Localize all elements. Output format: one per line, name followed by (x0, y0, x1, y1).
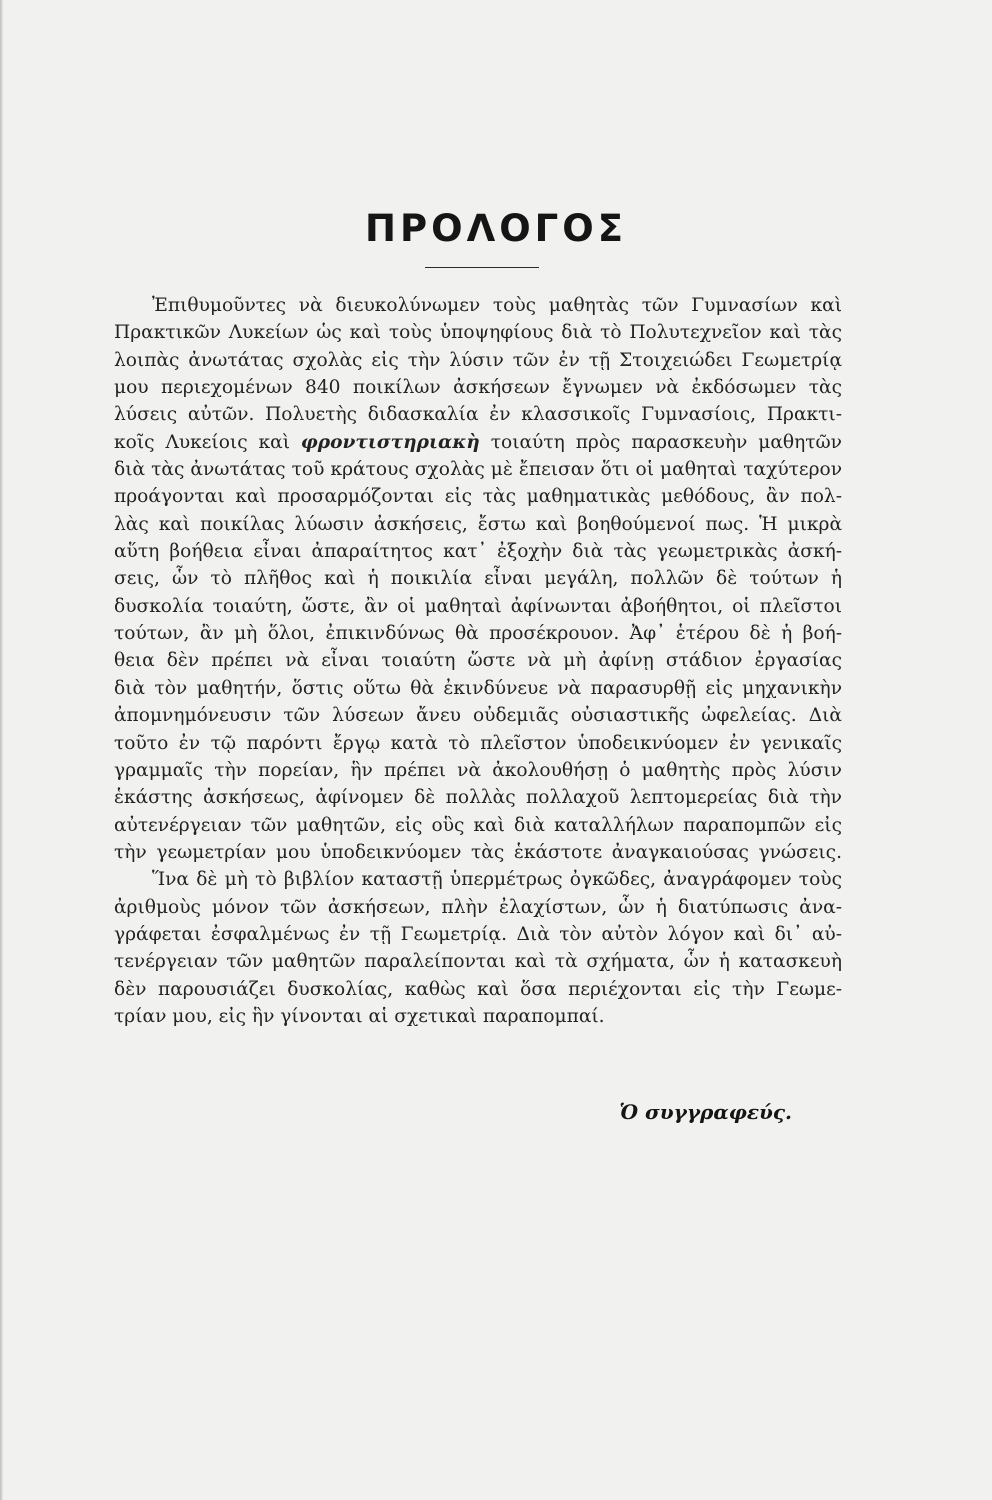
text-line: σεις, ὧν τὸ πλῆθος καὶ ἡ ποικιλία εἶναι μεγάλη, πολλῶν δὲ τούτων ἡ (114, 568, 842, 590)
text-line: δυσκολία τοιαύτη, ὥστε, ἂν οἱ μαθηταὶ ἀφίνωνται ἀβοήθητοι, οἱ πλεῖστοι (114, 595, 842, 617)
text-line-mixed (114, 429, 842, 456)
text-line: Ἵνα δὲ μὴ τὸ βιβλίον καταστῇ ὑπερμέτρως ὀγκῶδες, ἀναγράφομεν τοὺς (152, 869, 842, 891)
preface-body (114, 292, 842, 1030)
text-line: δὲν παρουσιάζει δυσκολίας, καθὼς καὶ ὅσα περιέχονται εἰς τὴν Γεωμε- (114, 978, 842, 1000)
text-line: ἑκάστης ἀσκήσεως, ἀφίνομεν δὲ πολλὰς πολλαχοῦ λεπτομερείας διὰ τὴν (114, 787, 842, 809)
text-line: ἀπομνημόνευσιν τῶν λύσεων ἄνευ οὐδεμιᾶς οὐσιαστικῆς ὠφελείας. Διὰ (114, 705, 842, 727)
text-line: λύσεις αὐτῶν. Πολυετὴς διδασκαλία ἐν κλασσικοῖς Γυμνασίοις, Πρακτι- (114, 404, 842, 426)
page-title: ΠΡΟΛΟΓΟΣ (365, 207, 627, 250)
emphasized-word: φροντιστηριακὴ (300, 431, 480, 453)
text-line: λὰς καὶ ποικίλας λύωσιν ἀσκήσεις, ἔστω καὶ βοηθούμενοί πως. Ἡ μικρὰ (114, 513, 842, 535)
text-line: προάγονται καὶ προσαρμόζονται εἰς τὰς μαθηματικὰς μεθόδους, ἂν πολ- (114, 486, 842, 508)
text-line: διὰ τὰς ἀνωτάτας τοῦ κράτους σχολὰς μὲ ἔπεισαν ὅτι οἱ μαθηταὶ ταχύτερον (114, 459, 842, 481)
text-line: θεια δὲν πρέπει νὰ εἶναι τοιαύτη ὥστε νὰ μὴ ἀφίνῃ στάδιον ἐργασίας (114, 650, 842, 672)
text-line: γράφεται ἐσφαλμένως ἐν τῇ Γεωμετρίᾳ. Διὰ τὸν αὐτὸν λόγον καὶ δι᾽ αὐ- (114, 923, 842, 945)
text-line: τρίαν μου, εἰς ἣν γίνονται αἱ σχετικαὶ παραπομπαί. (114, 1005, 605, 1027)
text-line: γραμμαῖς τὴν πορείαν, ἣν πρέπει νὰ ἀκολουθήσῃ ὁ μαθητὴς πρὸς λύσιν (114, 759, 842, 781)
text-line: τενέργειαν τῶν μαθητῶν παραλείπονται καὶ τὰ σχήματα, ὧν ἡ κατασκευὴ (114, 951, 842, 973)
text-line: αὕτη βοήθεια εἶναι ἀπαραίτητος κατ᾽ ἐξοχὴν διὰ τὰς γεωμετρικὰς ἀσκή- (114, 541, 842, 563)
text-line: ἀριθμοὺς μόνον τῶν ἀσκήσεων, πλὴν ἐλαχίστων, ὧν ἡ διατύπωσις ἀνα- (114, 896, 842, 918)
text-line: τοῦτο ἐν τῷ παρόντι ἔργῳ κατὰ τὸ πλεῖστον ὑποδεικνύομεν ἐν γενικαῖς (114, 732, 842, 754)
text-segment: τοιαύτη πρὸς παρασκευὴν μαθητῶν (490, 431, 842, 453)
text-line: Ἐπιθυμοῦντες νὰ διευκολύνωμεν τοὺς μαθητὰς τῶν Γυμνασίων καὶ (152, 295, 842, 316)
text-line: Πρακτικῶν Λυκείων ὡς καὶ τοὺς ὑποψηφίους διὰ τὸ Πολυτεχνεῖον καὶ τὰς (114, 322, 842, 344)
text-line: αὐτενέργειαν τῶν μαθητῶν, εἰς οὓς καὶ διὰ καταλλήλων παραπομπῶν εἰς (114, 814, 842, 836)
text-line: λοιπὰς ἀνωτάτας σχολὰς εἰς τὴν λύσιν τῶν ἐν τῇ Στοιχειώδει Γεωμετρίᾳ (114, 349, 842, 371)
text-line: διὰ τὸν μαθητήν, ὅστις οὕτω θὰ ἐκινδύνευε νὰ παρασυρθῇ εἰς μηχανικὴν (114, 677, 842, 699)
author-signature: Ὁ συγγραφεύς. (619, 1100, 792, 1124)
text-line: τούτων, ἂν μὴ ὅλοι, ἐπικινδύνως θὰ προσέκρουον. Ἀφ᾽ ἑτέρου δὲ ἡ βοή- (114, 623, 842, 645)
title-underline (425, 267, 539, 268)
text-line: τὴν γεωμετρίαν μου ὑποδεικνύομεν τὰς ἑκάστοτε ἀναγκαιούσας γνώσεις. (114, 841, 842, 863)
text-line: μου περιεχομένων 840 ποικίλων ἀσκήσεων ἔγνωμεν νὰ ἐκδόσωμεν τὰς (114, 377, 842, 399)
text-segment: κοῖς Λυκείοις καὶ (114, 431, 290, 453)
